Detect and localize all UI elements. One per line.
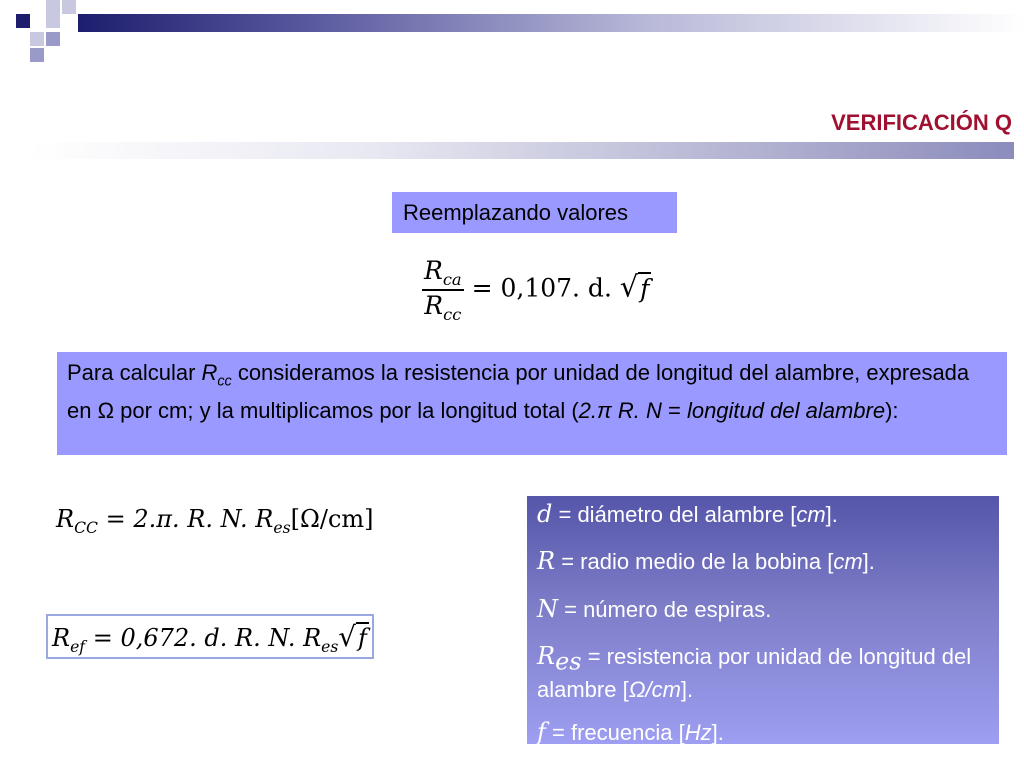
deco-square <box>46 0 60 14</box>
deco-square <box>16 14 30 28</box>
definition-item: $R_{es}$ = resistencia por unidad de longitud del alambre [Ω/cm]. <box>537 642 972 702</box>
definition-item: R = radio medio de la bobina [cm]. <box>537 547 875 576</box>
sqrt-icon: √ <box>338 620 356 653</box>
header-gradient-bar <box>78 14 1024 32</box>
rcc-units: [Ω/cm] <box>290 505 374 533</box>
ratio-fraction <box>422 256 464 324</box>
explanation-paragraph: Para calcular $R_{cc}$ consideramos la resistencia por unidad de longitud del alambre, expresada en Ω por cm; y la multiplicamos por la longitud total (2.π R. N = longitud del alambre): <box>57 352 1007 455</box>
ref-radicand: f <box>357 624 367 652</box>
deco-square <box>46 14 60 28</box>
deco-square <box>30 48 44 62</box>
ref-lhs: $R_{ef}$ <box>52 624 86 656</box>
ratio-denominator: $R_{cc}$ <box>424 291 462 324</box>
definition-item: d = diámetro del alambre [cm]. <box>537 500 838 528</box>
definition-item: N = número de espiras. <box>537 594 772 623</box>
deco-square <box>30 32 44 46</box>
ratio-numerator: $R_{ca}$ <box>424 256 462 289</box>
equation-ref: $R_{ef} = 0,672$. d. R. N. $R_{es}√f$ <box>52 620 367 656</box>
title-underbar <box>30 142 1014 159</box>
definitions-box <box>527 496 999 744</box>
sqrt-icon: √ <box>619 269 639 304</box>
wire-length-text: longitud del alambre <box>686 398 886 424</box>
equation-ratio <box>422 256 651 324</box>
equation-rcc: $R_{CC} = 2.\pi$. R. N. $R_{es}[\Omega/cm]$ <box>56 505 374 537</box>
ratio-rhs: = 0,107. d. <box>471 273 620 303</box>
ratio-radicand: f <box>640 273 650 303</box>
subtitle-box: Reemplazando valores <box>392 192 677 233</box>
rcc-symbol: $R_{cc}$ <box>201 360 232 390</box>
deco-square <box>46 32 60 46</box>
formula-inline: 2.π R. N <box>578 398 662 424</box>
deco-square <box>62 0 76 14</box>
slide-title: VERIFICACIÓN Q <box>831 110 1012 135</box>
rcc-lhs: $R_{CC}$ <box>56 505 98 537</box>
definition-item: f = frecuencia [Hz]. <box>537 717 724 746</box>
